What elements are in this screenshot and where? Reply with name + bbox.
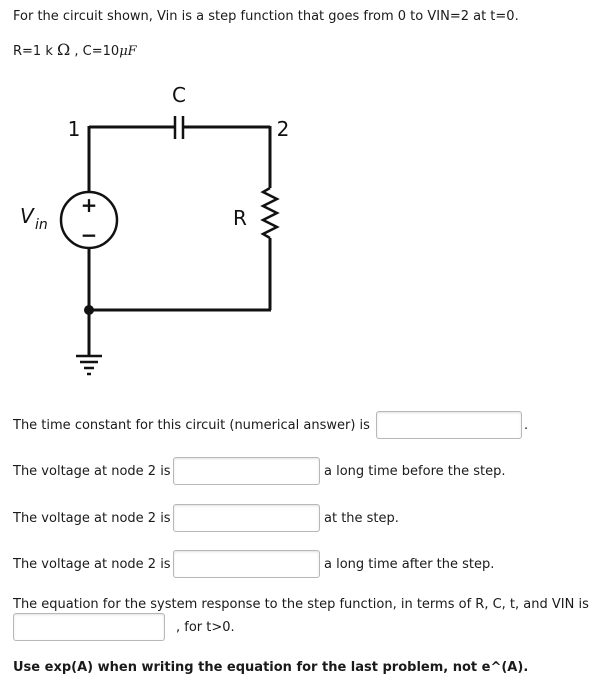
- q3-after-text: at the step.: [324, 511, 399, 526]
- capacitance-prefix: , C=10: [70, 44, 120, 59]
- mu-symbol: μ: [119, 44, 128, 59]
- q1-period: .: [524, 418, 529, 433]
- node1-label: 1: [67, 117, 81, 141]
- problem-intro: For the circuit shown, Vin is a step function that goes from 0 to VIN=2 at t=0.: [13, 9, 519, 24]
- q3-text: The voltage at node 2 is: [13, 511, 171, 526]
- time-constant-input[interactable]: [376, 411, 522, 439]
- q2-after-text: a long time before the step.: [324, 464, 506, 479]
- vin-label-v: V: [20, 204, 34, 228]
- q4-text: The voltage at node 2 is: [13, 557, 171, 572]
- resistance-prefix: R=1 k: [13, 44, 53, 59]
- source-plus-sign: +: [80, 193, 98, 217]
- node2-before-step-input[interactable]: [173, 457, 320, 485]
- farad-symbol: F: [127, 44, 137, 59]
- q4-after-text: a long time after the step.: [324, 557, 495, 572]
- q5-after-text: , for t>0.: [176, 620, 235, 635]
- ground-node-dot: [84, 305, 94, 315]
- vin-label-subscript: in: [35, 217, 48, 233]
- circuit-diagram: [0, 70, 320, 390]
- q1-text: The time constant for this circuit (numerical answer) is: [13, 418, 370, 433]
- resistor-label: R: [233, 206, 247, 230]
- node2-after-step-input[interactable]: [173, 550, 320, 578]
- source-minus-sign: −: [80, 223, 98, 247]
- node2-label: 2: [276, 117, 290, 141]
- q5-text: The equation for the system response to the step function, in terms of R, C, t, and VIN is: [13, 597, 589, 612]
- problem-parameters: [13, 40, 137, 59]
- resistor-zigzag: [263, 188, 277, 238]
- capacitor-label: C: [172, 83, 186, 107]
- q2-text: The voltage at node 2 is: [13, 464, 171, 479]
- system-response-equation-input[interactable]: [13, 613, 165, 641]
- exp-usage-note: Use exp(A) when writing the equation for the last problem, not e^(A).: [13, 660, 529, 675]
- ohm-symbol: Ω: [57, 40, 71, 59]
- ground-symbol: [76, 356, 102, 374]
- node2-at-step-input[interactable]: [173, 504, 320, 532]
